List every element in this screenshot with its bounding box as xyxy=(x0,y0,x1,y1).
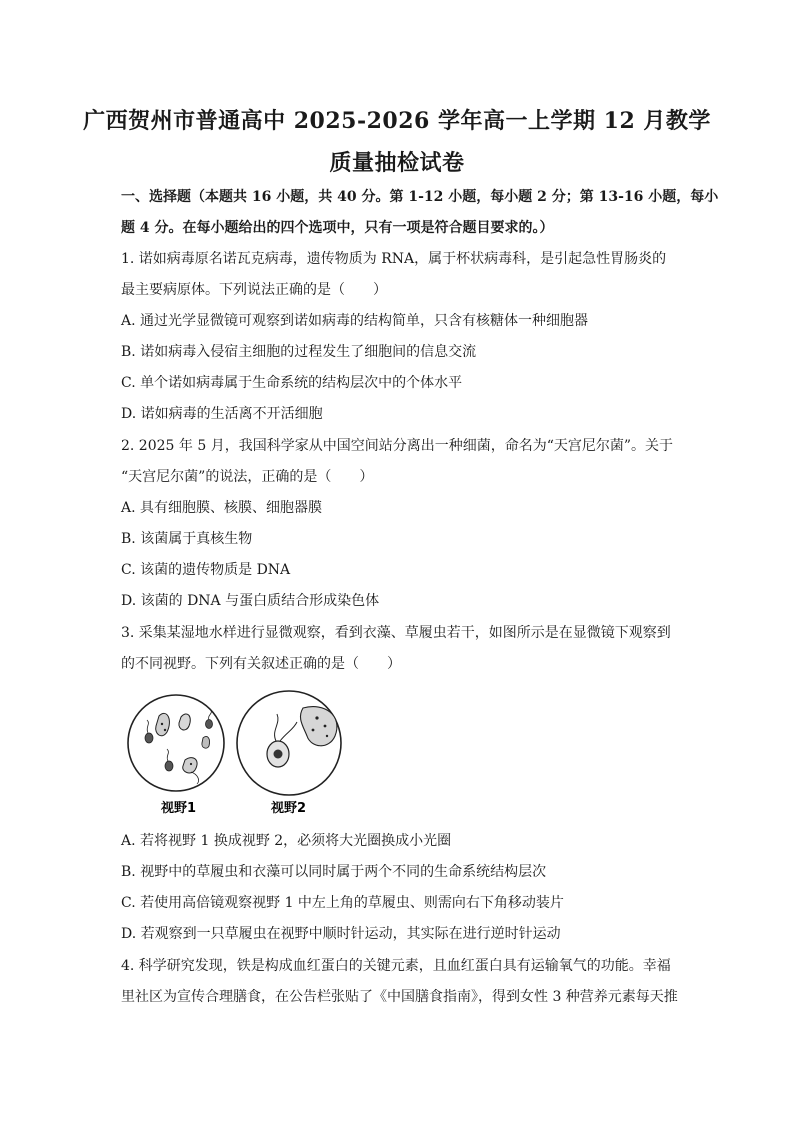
q2-stem-line2: “天宫尼尔菌”的说法，正确的是（ ） xyxy=(121,469,374,485)
field1-circle xyxy=(128,695,224,791)
q2-option-b: B. 该菌属于真核生物 xyxy=(121,531,253,547)
q2-option-d: D. 该菌的 DNA 与蛋白质结合形成染色体 xyxy=(121,593,380,609)
figure-caption-field1: 视野1 xyxy=(161,801,197,816)
q1-stem-line2: 最主要病原体。下列说法正确的是（ ） xyxy=(121,282,387,298)
q1-option-b: B. 诺如病毒入侵宿主细胞的过程发生了细胞间的信息交流 xyxy=(121,344,477,360)
q3-option-d: D. 若观察到一只草履虫在视野中顺时针运动，其实际在进行逆时针运动 xyxy=(121,926,561,942)
q3-stem-line2: 的不同视野。下列有关叙述正确的是（ ） xyxy=(121,656,401,672)
q1-stem-line1: 1. 诺如病毒原名诺瓦克病毒，遗传物质为 RNA，属于杯状病毒科，是引起急性胃肠炎的 xyxy=(121,251,667,267)
q2-stem-line1: 2. 2025 年 5 月，我国科学家从中国空间站分离出一种细菌，命名为“天宫尼尔菌”。关于 xyxy=(121,438,674,454)
q1-option-c: C. 单个诺如病毒属于生命系统的结构层次中的个体水平 xyxy=(121,375,463,391)
q1-option-d: D. 诺如病毒的生活离不开活细胞 xyxy=(121,406,323,422)
section-instructions-line1: 一、选择题（本题共 16 小题，共 40 分。第 1-12 小题，每小题 2 分；第 13-16 小题，每小 xyxy=(121,189,719,205)
field2-circle xyxy=(237,691,341,795)
q2-option-c: C. 该菌的遗传物质是 DNA xyxy=(121,562,291,578)
q3-option-a: A. 若将视野 1 换成视野 2，必须将大光圈换成小光圈 xyxy=(121,833,452,849)
q4-stem-line2: 里社区为宣传合理膳食，在公告栏张贴了《中国膳食指南》，得到女性 3 种营养元素每天推 xyxy=(121,989,678,1005)
figure-caption-field2: 视野2 xyxy=(271,801,307,816)
q3-option-b: B. 视野中的草履虫和衣藻可以同时属于两个不同的生命系统结构层次 xyxy=(121,864,547,880)
exam-title-line1: 广西贺州市普通高中 2025-2026 学年高一上学期 12 月教学 xyxy=(83,108,711,134)
microscope-fields-figure xyxy=(121,690,361,820)
q3-option-c: C. 若使用高倍镜观察视野 1 中左上角的草履虫、则需向右下角移动装片 xyxy=(121,895,564,911)
exam-title-line2: 质量抽检试卷 xyxy=(329,150,465,176)
q4-stem-line1: 4. 科学研究发现，铁是构成血红蛋白的关键元素，且血红蛋白具有运输氧气的功能。幸福 xyxy=(121,958,671,974)
q3-stem-line1: 3. 采集某湿地水样进行显微观察，看到衣藻、草履虫若干，如图所示是在显微镜下观察到 xyxy=(121,625,671,641)
section-instructions-line2: 题 4 分。在每小题给出的四个选项中，只有一项是符合题目要求的。） xyxy=(121,220,554,236)
q2-option-a: A. 具有细胞膜、核膜、细胞器膜 xyxy=(121,500,323,516)
q1-option-a: A. 通过光学显微镜可观察到诺如病毒的结构简单，只含有核糖体一种细胞器 xyxy=(121,313,589,329)
